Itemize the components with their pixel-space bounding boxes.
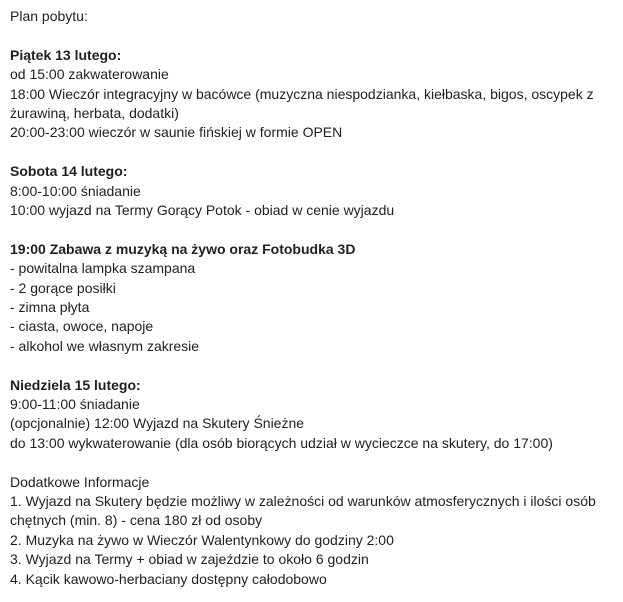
bullet-line: - zimna płyta [10,299,90,316]
section-heading: 19:00 Zabawa z muzyką na żywo oraz Fotobudka 3D [10,240,356,257]
numbered-line: 2. Muzyka na żywo w Wieczór Walentynkowy do godziny 2:00 [10,531,394,548]
schedule-line: 8:00-10:00 śniadanie [10,182,141,199]
bullet-line: - 2 gorące posiłki [10,279,116,296]
numbered-line: 3. Wyjazd na Termy + obiad w zajeździe to około 6 godzin [10,551,369,568]
numbered-line: 4. Kącik kawowo-herbaciany dostępny całodobowo [10,570,327,587]
bullet-line: - alkohol we własnym zakresie [10,337,200,354]
bullet-line: - powitalna lampka szampana [10,260,196,277]
schedule-line: od 15:00 zakwaterowanie [10,66,169,83]
schedule-line: do 13:00 wykwaterowanie (dla osób biorących udział w wycieczce na skutery, do 17:00) [10,434,553,451]
section-sunday [10,376,613,454]
bullet-line: - ciasta, owoce, napoje [10,318,154,335]
section-heading: Sobota 14 lutego: [10,163,128,180]
document-title: Plan pobytu: [10,8,88,24]
section-heading: Dodatkowe Informacje [10,473,150,490]
section-additional-info [10,473,613,589]
section-heading: Piątek 13 lutego: [10,46,122,63]
section-valentine-party [10,240,613,356]
numbered-line: 1. Wyjazd na Skutery będzie możliwy w zależności od warunków atmosferycznych i ilości osób chętnych (min. 8) - cena 180 zł od osoby [10,493,596,529]
schedule-line: 9:00-11:00 śniadanie [10,396,140,413]
section-friday [10,46,613,143]
schedule-line: 18:00 Wieczór integracyjny w bacówce (muzyczna niespodzianka, kiełbaska, bigos, oscypek z żurawiną, herbata, dodatki) [10,85,594,122]
schedule-line: (opcjonalnie) 12:00 Wyjazd na Skutery Śnieżne [10,415,305,432]
schedule-line: 10:00 wyjazd na Termy Gorący Potok - obiad w cenie wyjazdu [10,202,395,219]
schedule-line: 20:00-23:00 wieczór w saunie fińskiej w formie OPEN [10,124,343,141]
section-saturday [10,162,613,220]
section-heading: Niedziela 15 lutego: [10,376,141,393]
